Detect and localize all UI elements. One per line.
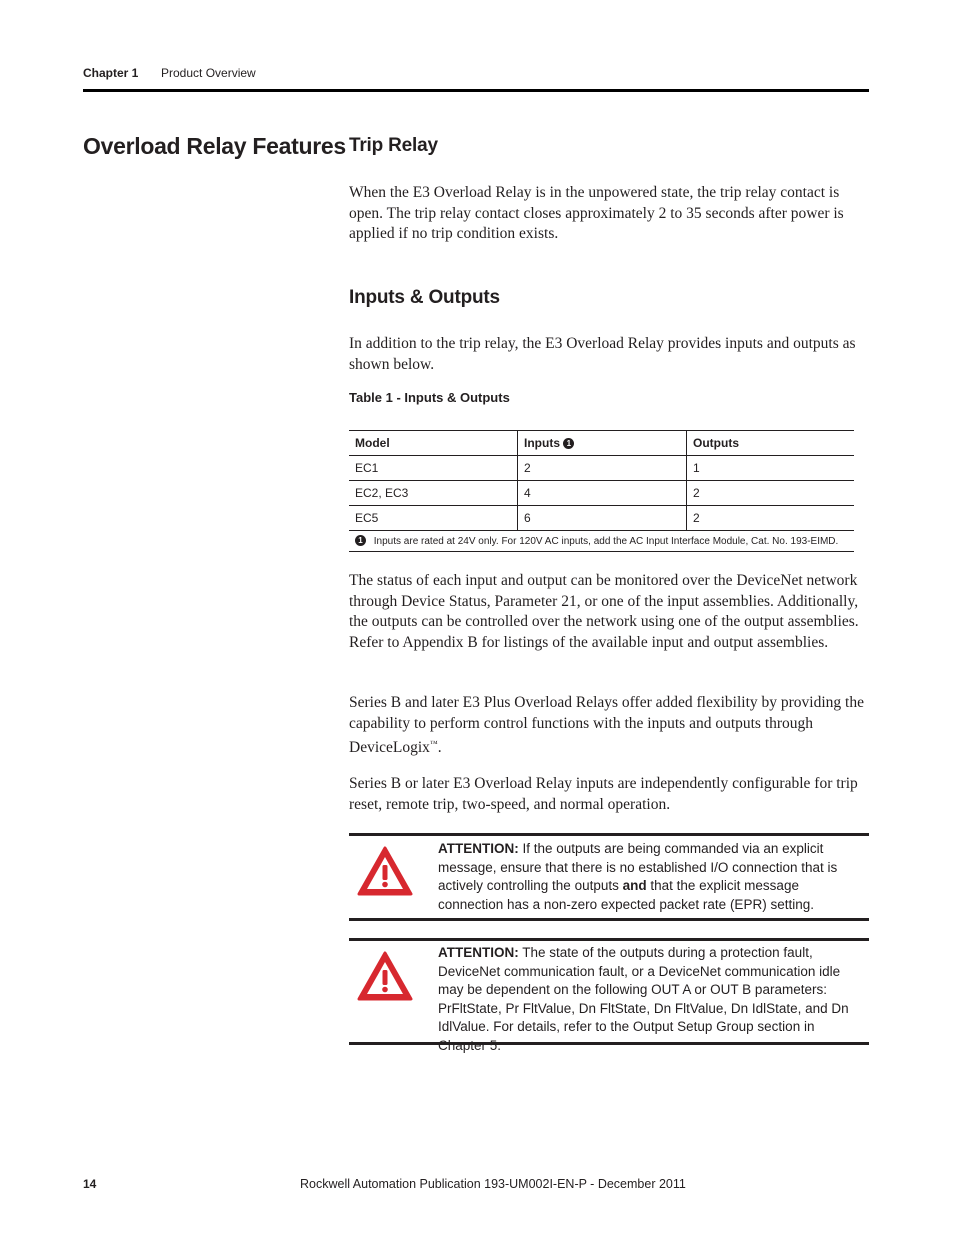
attention-body-end: that the explicit message connection has a non-zero expected packet rate (EPR) setting.: [438, 878, 814, 912]
series-b-plus-period: .: [437, 739, 442, 757]
attention-body: The state of the outputs during a protection fault, DeviceNet communication fault, or a DeviceNet communication idle may be dependent on the following OUT A or OUT B parameters: PrFltState, Pr FltValue, Dn FltState, Dn FltValue, Dn IdlState, and Dn IdlValue. For details, refer to the Output Setup Group section in Chapter 5.: [438, 945, 849, 1053]
table-header-row: [349, 431, 854, 456]
trademark-mark: ™: [429, 739, 438, 748]
footnote-marker-icon: 1: [355, 535, 366, 546]
attention-text-2: [438, 944, 858, 1056]
inputs-cell: 4: [518, 481, 687, 506]
inputs-outputs-table: [349, 430, 854, 552]
table-footnote: [349, 531, 854, 552]
inputs-header-label: Inputs: [524, 436, 560, 450]
footnote-marker-icon: 1: [563, 438, 574, 449]
table-footnote-row: [349, 531, 854, 552]
warning-triangle-icon: [357, 950, 413, 1002]
footnote-text: Inputs are rated at 24V only. For 120V AC inputs, add the AC Input Interface Module, Cat. No. 193-EIMD.: [373, 536, 839, 547]
trip-relay-text: When the E3 Overload Relay is in the unpowered state, the trip relay contact is open. The trip relay contact closes approximately 2 to 35 seconds after power is applied if no trip condition exists.: [349, 184, 844, 242]
outputs-column-header: Outputs: [687, 431, 855, 456]
attention-label: ATTENTION:: [438, 841, 519, 856]
attention-body: If the outputs are being commanded via an explicit message, ensure that there is no established I/O connection that is actively controlling the outputs: [438, 841, 838, 894]
attention-label: ATTENTION:: [438, 945, 519, 960]
inputs-column-header: [518, 431, 687, 456]
series-b-plus-paragraph: [349, 693, 869, 759]
model-cell: EC2, EC3: [349, 481, 518, 506]
page-number: 14: [83, 1177, 97, 1191]
attention-emphasis: and: [622, 878, 647, 894]
inputs-cell: 2: [518, 456, 687, 481]
table-row: [349, 456, 854, 481]
chapter-label: Chapter 1: [83, 66, 139, 80]
attention-text-1: [438, 840, 858, 914]
outputs-cell: 1: [687, 456, 855, 481]
model-column-header: Model: [349, 431, 518, 456]
chapter-title: Product Overview: [161, 66, 256, 80]
series-b-plus-text: Series B and later E3 Plus Overload Relays offer added flexibility by providing the capability to perform control functions with the inputs and outputs through DeviceLogix: [349, 694, 864, 757]
attention-box-2: [349, 938, 869, 1053]
publication-info: Rockwell Automation Publication 193-UM002I-EN-P - December 2011: [300, 1177, 686, 1191]
warning-triangle-icon: [357, 845, 413, 897]
attention-box-1: [349, 833, 869, 921]
status-paragraph: The status of each input and output can be monitored over the DeviceNet network through Device Status, Parameter 21, or one of the input assemblies. Additionally, the outputs can be controlled over the network using one of the output assemblies. Refer to Appendix B for listings of the available input and output assemblies.: [349, 572, 859, 651]
outputs-cell: 2: [687, 481, 855, 506]
table-row: [349, 481, 854, 506]
model-cell: EC5: [349, 506, 518, 531]
inputs-outputs-intro: In addition to the trip relay, the E3 Overload Relay provides inputs and outputs as shown below.: [349, 335, 856, 373]
outputs-cell: 2: [687, 506, 855, 531]
inputs-outputs-heading: Inputs & Outputs: [349, 287, 500, 308]
series-b-inputs-paragraph: Series B or later E3 Overload Relay inputs are independently configurable for trip reset, remote trip, two-speed, and normal operation.: [349, 775, 858, 813]
trip-relay-heading: Trip Relay: [349, 135, 438, 156]
header-rule: [83, 89, 869, 92]
section-title: Overload Relay Features: [83, 133, 346, 159]
inputs-cell: 6: [518, 506, 687, 531]
table-row: [349, 506, 854, 531]
model-cell: EC1: [349, 456, 518, 481]
table-caption: Table 1 - Inputs & Outputs: [349, 390, 510, 405]
